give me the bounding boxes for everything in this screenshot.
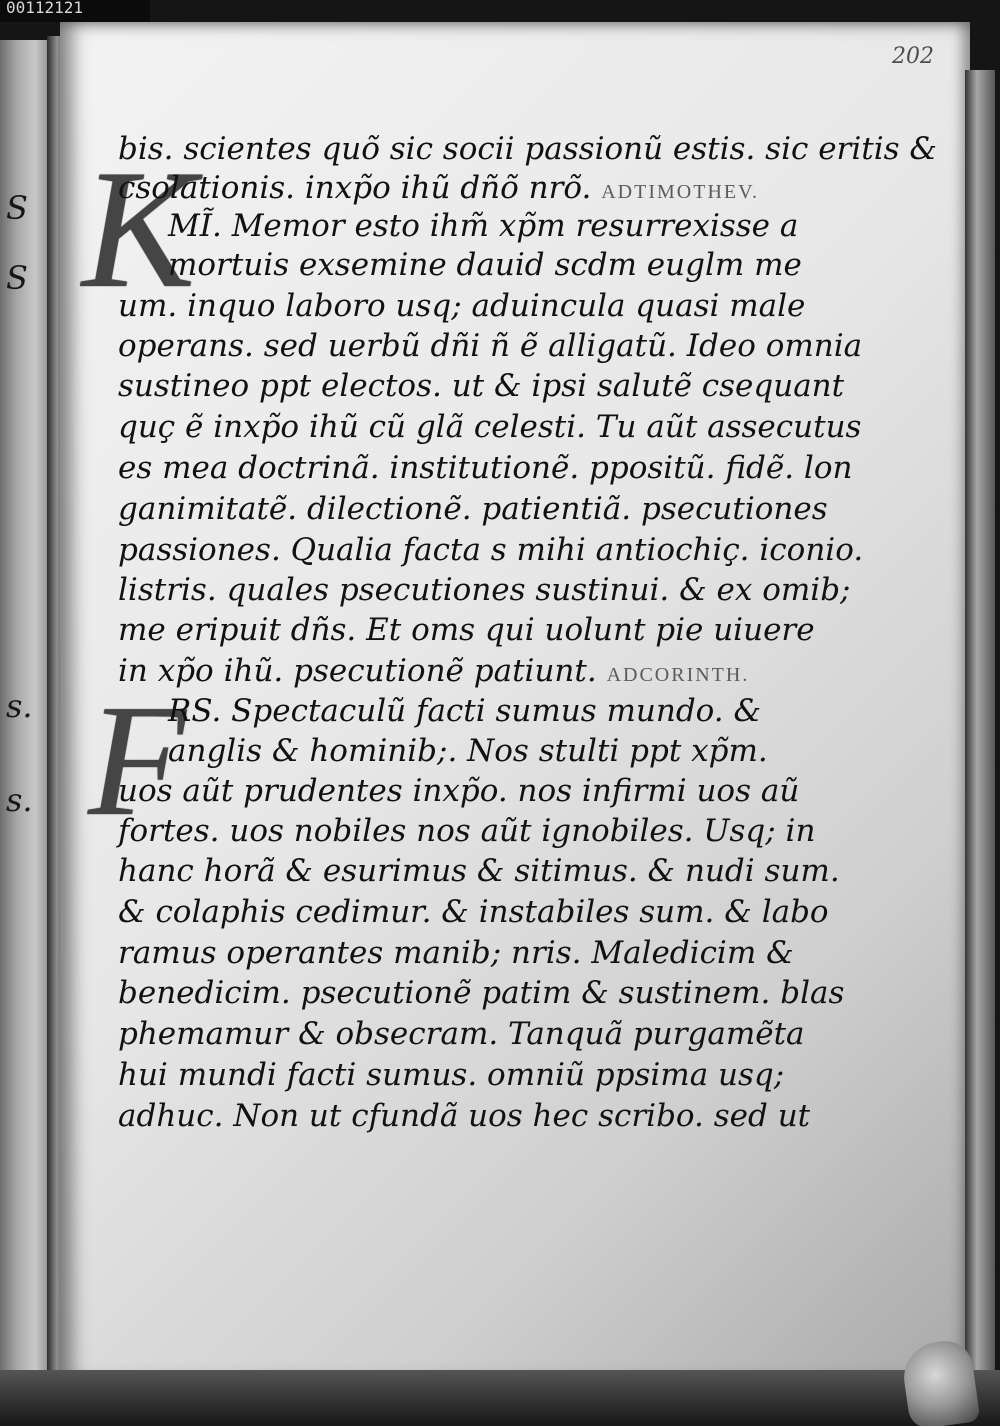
manuscript-text-line: ramus operantes manib; nris. Maledicim & xyxy=(118,935,794,971)
manuscript-text-segment: in xp̃o ihũ. psecutionẽ patiunt. xyxy=(118,653,597,689)
manuscript-text-line: bis. scientes quõ sic socii passionũ estis. sic eritis & xyxy=(118,131,938,167)
manuscript-text-line: um. inquo laboro usq; aduincula quasi male xyxy=(118,288,806,324)
manuscript-text-line: hui mundi facti sumus. omniũ ppsima usq; xyxy=(118,1057,785,1093)
decorated-initial-f: F xyxy=(88,671,186,849)
left-margin-fragment: S xyxy=(6,259,28,297)
manuscript-text-line: phemamur & obsecram. Tanquã purgamẽta xyxy=(118,1016,805,1052)
image-label: 00112121 xyxy=(0,0,150,22)
manuscript-text-line: RS. Spectaculũ facti sumus mundo. & xyxy=(168,693,762,729)
bottom-book-shadow xyxy=(0,1370,1000,1426)
manuscript-text-line: es mea doctrinã. institutionẽ. ppositũ. fidẽ. lon xyxy=(118,450,853,486)
manuscript-text-line: passiones. Qualia facta s mihi antiochiç. iconio. xyxy=(118,532,864,568)
manuscript-text-line: fortes. uos nobiles nos aũt ignobiles. Usq; in xyxy=(118,813,816,849)
manuscript-text-line: mortuis exsemine dauid scdm euglm me xyxy=(168,247,802,283)
left-margin-fragment: s. xyxy=(6,687,33,725)
left-margin-fragment: s. xyxy=(6,781,33,819)
manuscript-text-line xyxy=(118,652,749,694)
manuscript-text-line xyxy=(118,169,759,211)
manuscript-text-line: listris. quales psecutiones sustinui. & ex omib; xyxy=(118,572,851,608)
left-page-edge xyxy=(0,40,52,1370)
manuscript-text-line: adhuc. Non ut cfundã uos hec scribo. sed ut xyxy=(118,1098,811,1134)
manuscript-text-line: & colaphis cedimur. & instabiles sum. & labo xyxy=(118,894,829,930)
manuscript-text-line: benedicim. psecutionẽ patim & sustinem. blas xyxy=(118,975,845,1011)
left-margin-fragment: S xyxy=(6,189,28,227)
rubric-corinthians: ADCORINTH. xyxy=(606,664,750,686)
rubric-timothy: ADTIMOTHEV. xyxy=(601,181,759,203)
manuscript-text-line: MĨ. Memor esto ihm̃ xp̃m resurrexisse a xyxy=(168,208,799,244)
folio-number: 202 xyxy=(892,44,934,69)
decorated-initial-k: K xyxy=(82,135,196,323)
manuscript-text-line: ganimitatẽ. dilectionẽ. patientiã. psecutiones xyxy=(118,491,828,527)
right-page-edge xyxy=(965,70,995,1385)
manuscript-text-line: me eripuit dñs. Et oms qui uolunt pie uiuere xyxy=(118,612,815,648)
manuscript-text-line: operans. sed uerbũ dñi ñ ẽ alligatũ. Ideo omnia xyxy=(118,328,863,364)
manuscript-text-line: sustineo ppt electos. ut & ipsi salutẽ csequant xyxy=(118,368,845,404)
manuscript-text-line: uos aũt prudentes inxp̃o. nos infirmi uos aũ xyxy=(118,773,800,809)
manuscript-text-segment: csolationis. inxp̃o ihũ dñõ nrõ. xyxy=(118,170,592,206)
manuscript-text-line: anglis & hominib;. Nos stulti ppt xp̃m. xyxy=(168,733,768,769)
manuscript-text-line: quç ẽ inxp̃o ihũ cũ glã celesti. Tu aũt assecutus xyxy=(118,409,862,445)
manuscript-text-line: hanc horã & esurimus & sitimus. & nudi sum. xyxy=(118,853,840,889)
